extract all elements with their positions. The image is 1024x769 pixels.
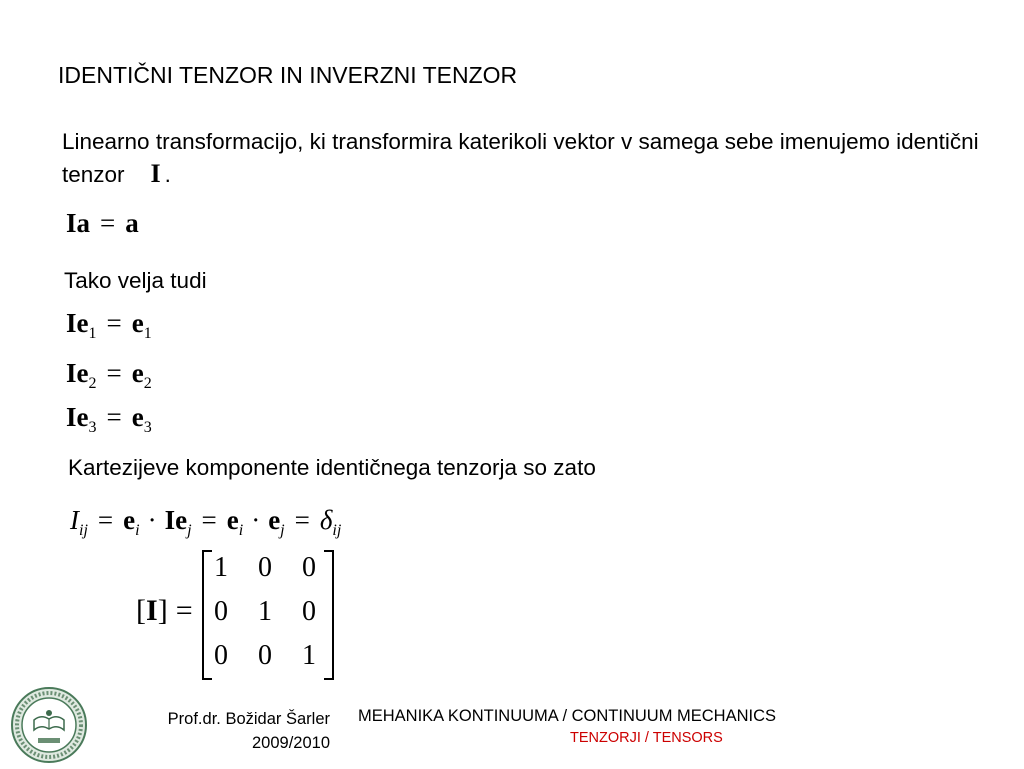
matrix-cell: 1 — [302, 640, 316, 671]
also-text: Tako velja tudi — [64, 268, 207, 293]
matrix-cell: 1 — [214, 552, 228, 583]
matrix-cell: 0 — [214, 640, 228, 671]
matrix-cell: 1 — [258, 596, 272, 627]
identity-tensor-symbol: I — [150, 159, 161, 188]
matrix-label: [I] = — [136, 594, 193, 627]
matrix-cell: 0 — [214, 596, 228, 627]
intro-paragraph — [62, 126, 982, 191]
university-seal-icon — [10, 686, 88, 764]
equation-ia-equals-a: Ia = a — [66, 208, 139, 238]
intro-text: Linearno transformacijo, ki transformira katerikoli vektor v samega sebe imenujemo identični tenzor — [62, 129, 979, 187]
matrix-cell: 0 — [258, 552, 272, 583]
components-text: Kartezijeve komponente identičnega tenzorja so zato — [68, 455, 596, 480]
matrix-cell: 0 — [302, 596, 316, 627]
components-equation: $I_{ij} = e_i \cdot Ie_j = e_i \cdot e_j = \delta_{ij}$ — [70, 505, 342, 539]
slide-title: IDENTIČNI TENZOR IN INVERZNI TENZOR — [58, 62, 518, 88]
intro-end: . — [164, 162, 171, 187]
identity-matrix — [136, 548, 336, 680]
basis-equation-1: $Ie_1 = e_1$ — [66, 308, 152, 342]
course-title: MEHANIKA KONTINUUMA / CONTINUUM MECHANICS — [358, 707, 777, 725]
academic-year: 2009/2010 — [252, 734, 330, 752]
basis-equation-3: $Ie_3 = e_3$ — [66, 402, 152, 436]
matrix-right-bracket — [324, 550, 334, 680]
basis-equation-2: $Ie_2 = e_2$ — [66, 358, 152, 392]
matrix-cell: 0 — [258, 640, 272, 671]
course-subtitle: TENZORJI / TENSORS — [570, 730, 723, 746]
author-name: Prof.dr. Božidar Šarler — [167, 710, 330, 728]
matrix-cell: 0 — [302, 552, 316, 583]
author-block — [120, 707, 330, 755]
